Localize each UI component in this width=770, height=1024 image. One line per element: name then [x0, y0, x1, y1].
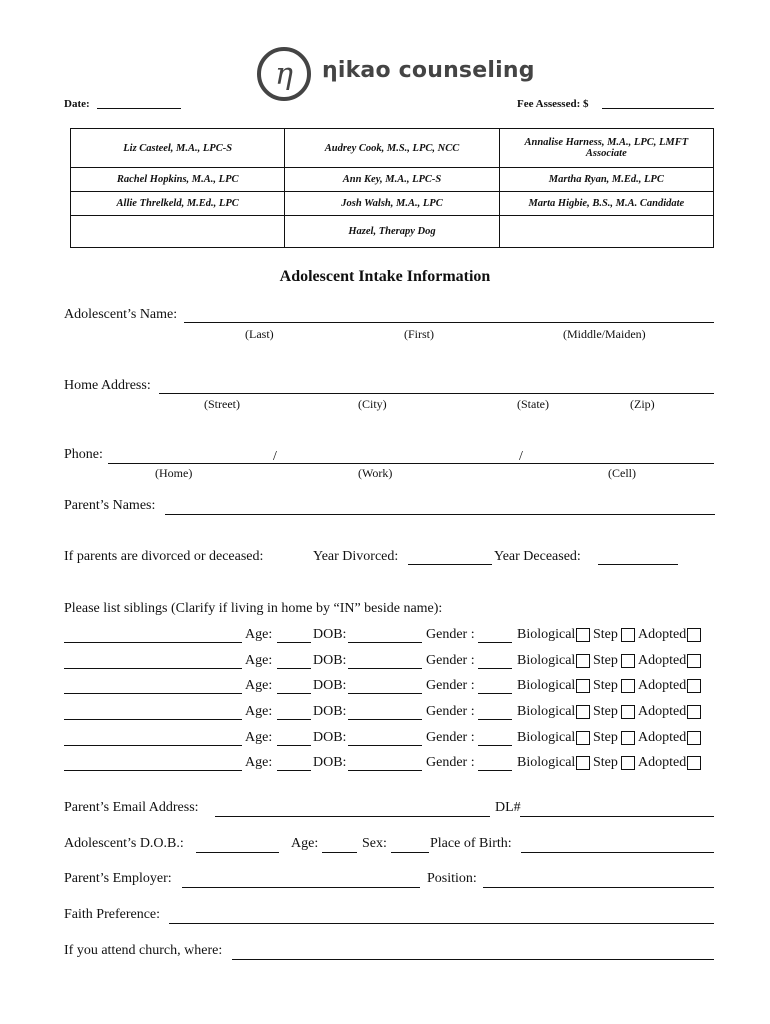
sibling-gender-field[interactable]: [478, 745, 512, 746]
sibling-adopted-label: Adopted: [638, 755, 687, 770]
sibling-gender-field[interactable]: [478, 642, 512, 643]
sibling-biological-checkbox[interactable]: [576, 756, 590, 770]
sibling-step-checkbox[interactable]: [621, 731, 635, 745]
logo-text: ηikao counseling: [322, 58, 535, 83]
sibling-age-field[interactable]: [277, 693, 311, 694]
staff-cell: Annalise Harness, M.A., LPC, LMFT Associate: [499, 129, 713, 168]
sibling-gender-field[interactable]: [478, 719, 512, 720]
sex-field[interactable]: [391, 852, 429, 853]
sibling-adopted-label: Adopted: [638, 627, 687, 642]
position-label: Position:: [427, 871, 477, 886]
date-field[interactable]: [97, 108, 181, 109]
sibling-biological-label: Biological: [517, 627, 576, 642]
sibling-biological-label: Biological: [517, 704, 576, 719]
form-title: Adolescent Intake Information: [279, 268, 491, 285]
sibling-age-label: Age:: [245, 653, 273, 668]
sibling-biological-label: Biological: [517, 730, 576, 745]
adolescent-dob-label: Adolescent’s D.O.B.:: [64, 836, 184, 851]
staff-cell: Ann Key, M.A., LPC-S: [285, 168, 499, 192]
faith-field[interactable]: [169, 923, 714, 924]
staff-cell: Marta Higbie, B.S., M.A. Candidate: [499, 192, 713, 216]
fee-field[interactable]: [602, 108, 714, 109]
address-city-hint: (City): [358, 397, 387, 411]
year-deceased-label: Year Deceased:: [494, 549, 581, 564]
staff-cell: Josh Walsh, M.A., LPC: [285, 192, 499, 216]
sibling-adopted-checkbox[interactable]: [687, 756, 701, 770]
sibling-age-label: Age:: [245, 704, 273, 719]
sibling-adopted-checkbox[interactable]: [687, 731, 701, 745]
sibling-age-field[interactable]: [277, 668, 311, 669]
name-middle-hint: (Middle/Maiden): [563, 327, 646, 341]
staff-cell: [71, 216, 285, 248]
sibling-step-label: Step: [593, 704, 618, 719]
sibling-step-label: Step: [593, 755, 618, 770]
sibling-biological-checkbox[interactable]: [576, 654, 590, 668]
sibling-step-checkbox[interactable]: [621, 628, 635, 642]
svg-text:η: η: [275, 57, 293, 92]
sibling-name-field[interactable]: [64, 693, 242, 694]
sibling-biological-checkbox[interactable]: [576, 705, 590, 719]
address-label: Home Address:: [64, 378, 151, 393]
sibling-age-label: Age:: [245, 755, 273, 770]
sibling-name-field[interactable]: [64, 642, 242, 643]
place-of-birth-field[interactable]: [521, 852, 714, 853]
fee-label: Fee Assessed: $: [517, 98, 589, 110]
position-field[interactable]: [483, 887, 714, 888]
sibling-age-label: Age:: [245, 730, 273, 745]
staff-cell: Hazel, Therapy Dog: [285, 216, 499, 248]
divorce-label: If parents are divorced or deceased:: [64, 549, 264, 564]
sibling-gender-label: Gender :: [426, 653, 475, 668]
sibling-biological-checkbox[interactable]: [576, 628, 590, 642]
sibling-dob-field[interactable]: [348, 668, 422, 669]
employer-label: Parent’s Employer:: [64, 871, 172, 886]
sibling-step-label: Step: [593, 653, 618, 668]
sibling-age-label: Age:: [245, 678, 273, 693]
sibling-adopted-checkbox[interactable]: [687, 679, 701, 693]
phone-home-hint: (Home): [155, 466, 193, 480]
sibling-step-checkbox[interactable]: [621, 654, 635, 668]
sibling-dob-label: DOB:: [313, 704, 347, 719]
sibling-dob-label: DOB:: [313, 627, 347, 642]
sibling-gender-label: Gender :: [426, 627, 475, 642]
church-label: If you attend church, where:: [64, 943, 223, 958]
sibling-adopted-label: Adopted: [638, 653, 687, 668]
sibling-biological-label: Biological: [517, 653, 576, 668]
sibling-biological-label: Biological: [517, 678, 576, 693]
year-deceased-field[interactable]: [598, 564, 678, 565]
phone-field[interactable]: [108, 463, 714, 464]
dl-label: DL#: [495, 800, 521, 815]
sibling-dob-field[interactable]: [348, 642, 422, 643]
sibling-gender-label: Gender :: [426, 704, 475, 719]
sibling-dob-field[interactable]: [348, 693, 422, 694]
email-field[interactable]: [215, 816, 490, 817]
parents-label: Parent’s Names:: [64, 498, 156, 513]
sibling-step-checkbox[interactable]: [621, 705, 635, 719]
logo-mark: [256, 46, 312, 102]
sibling-name-field[interactable]: [64, 719, 242, 720]
sibling-dob-label: DOB:: [313, 755, 347, 770]
employer-field[interactable]: [182, 887, 420, 888]
adolescent-age-field[interactable]: [322, 852, 357, 853]
sibling-name-field[interactable]: [64, 668, 242, 669]
sibling-gender-label: Gender :: [426, 755, 475, 770]
church-field[interactable]: [232, 959, 714, 960]
place-of-birth-label: Place of Birth:: [430, 836, 512, 851]
phone-label: Phone:: [64, 447, 103, 462]
sibling-adopted-checkbox[interactable]: [687, 654, 701, 668]
staff-cell: Allie Threlkeld, M.Ed., LPC: [71, 192, 285, 216]
dl-field[interactable]: [520, 816, 714, 817]
sibling-dob-field[interactable]: [348, 745, 422, 746]
address-state-hint: (State): [517, 397, 549, 411]
staff-table: [70, 128, 714, 248]
parents-field[interactable]: [165, 514, 715, 515]
phone-separator: /: [519, 449, 523, 464]
address-field[interactable]: [159, 393, 714, 394]
name-label: Adolescent’s Name:: [64, 307, 178, 322]
phone-separator: /: [273, 449, 277, 464]
sibling-biological-label: Biological: [517, 755, 576, 770]
phone-cell-hint: (Cell): [608, 466, 636, 480]
sibling-dob-field[interactable]: [348, 770, 422, 771]
sibling-gender-field[interactable]: [478, 770, 512, 771]
email-label: Parent’s Email Address:: [64, 800, 199, 815]
staff-cell: Martha Ryan, M.Ed., LPC: [499, 168, 713, 192]
staff-cell: [499, 216, 713, 248]
sibling-adopted-checkbox[interactable]: [687, 705, 701, 719]
sibling-dob-label: DOB:: [313, 678, 347, 693]
sex-label: Sex:: [362, 836, 387, 851]
sibling-step-label: Step: [593, 627, 618, 642]
siblings-label: Please list siblings (Clarify if living in home by “IN” beside name):: [64, 601, 443, 616]
adolescent-age-label: Age:: [291, 836, 319, 851]
name-field[interactable]: [184, 322, 714, 323]
name-last-hint: (Last): [245, 327, 274, 341]
faith-label: Faith Preference:: [64, 907, 161, 922]
sibling-gender-label: Gender :: [426, 678, 475, 693]
sibling-age-field[interactable]: [277, 719, 311, 720]
sibling-gender-field[interactable]: [478, 668, 512, 669]
phone-work-hint: (Work): [358, 466, 393, 480]
year-divorced-label: Year Divorced:: [313, 549, 399, 564]
sibling-step-checkbox[interactable]: [621, 679, 635, 693]
sibling-age-field[interactable]: [277, 642, 311, 643]
sibling-biological-checkbox[interactable]: [576, 679, 590, 693]
date-label: Date:: [64, 98, 90, 110]
address-zip-hint: (Zip): [630, 397, 655, 411]
sibling-step-label: Step: [593, 730, 618, 745]
staff-cell: Audrey Cook, M.S., LPC, NCC: [285, 129, 499, 168]
sibling-gender-field[interactable]: [478, 693, 512, 694]
sibling-step-label: Step: [593, 678, 618, 693]
sibling-adopted-label: Adopted: [638, 678, 687, 693]
sibling-adopted-label: Adopted: [638, 704, 687, 719]
sibling-adopted-label: Adopted: [638, 730, 687, 745]
adolescent-dob-field[interactable]: [196, 852, 279, 853]
sibling-dob-label: DOB:: [313, 653, 347, 668]
name-first-hint: (First): [404, 327, 434, 341]
sibling-biological-checkbox[interactable]: [576, 731, 590, 745]
sibling-gender-label: Gender :: [426, 730, 475, 745]
sibling-dob-label: DOB:: [313, 730, 347, 745]
staff-cell: Rachel Hopkins, M.A., LPC: [71, 168, 285, 192]
sibling-name-field[interactable]: [64, 770, 242, 771]
sibling-age-label: Age:: [245, 627, 273, 642]
sibling-age-field[interactable]: [277, 745, 311, 746]
sibling-adopted-checkbox[interactable]: [687, 628, 701, 642]
sibling-dob-field[interactable]: [348, 719, 422, 720]
sibling-step-checkbox[interactable]: [621, 756, 635, 770]
address-street-hint: (Street): [204, 397, 240, 411]
year-divorced-field[interactable]: [408, 564, 492, 565]
staff-cell: Liz Casteel, M.A., LPC-S: [71, 129, 285, 168]
sibling-age-field[interactable]: [277, 770, 311, 771]
sibling-name-field[interactable]: [64, 745, 242, 746]
